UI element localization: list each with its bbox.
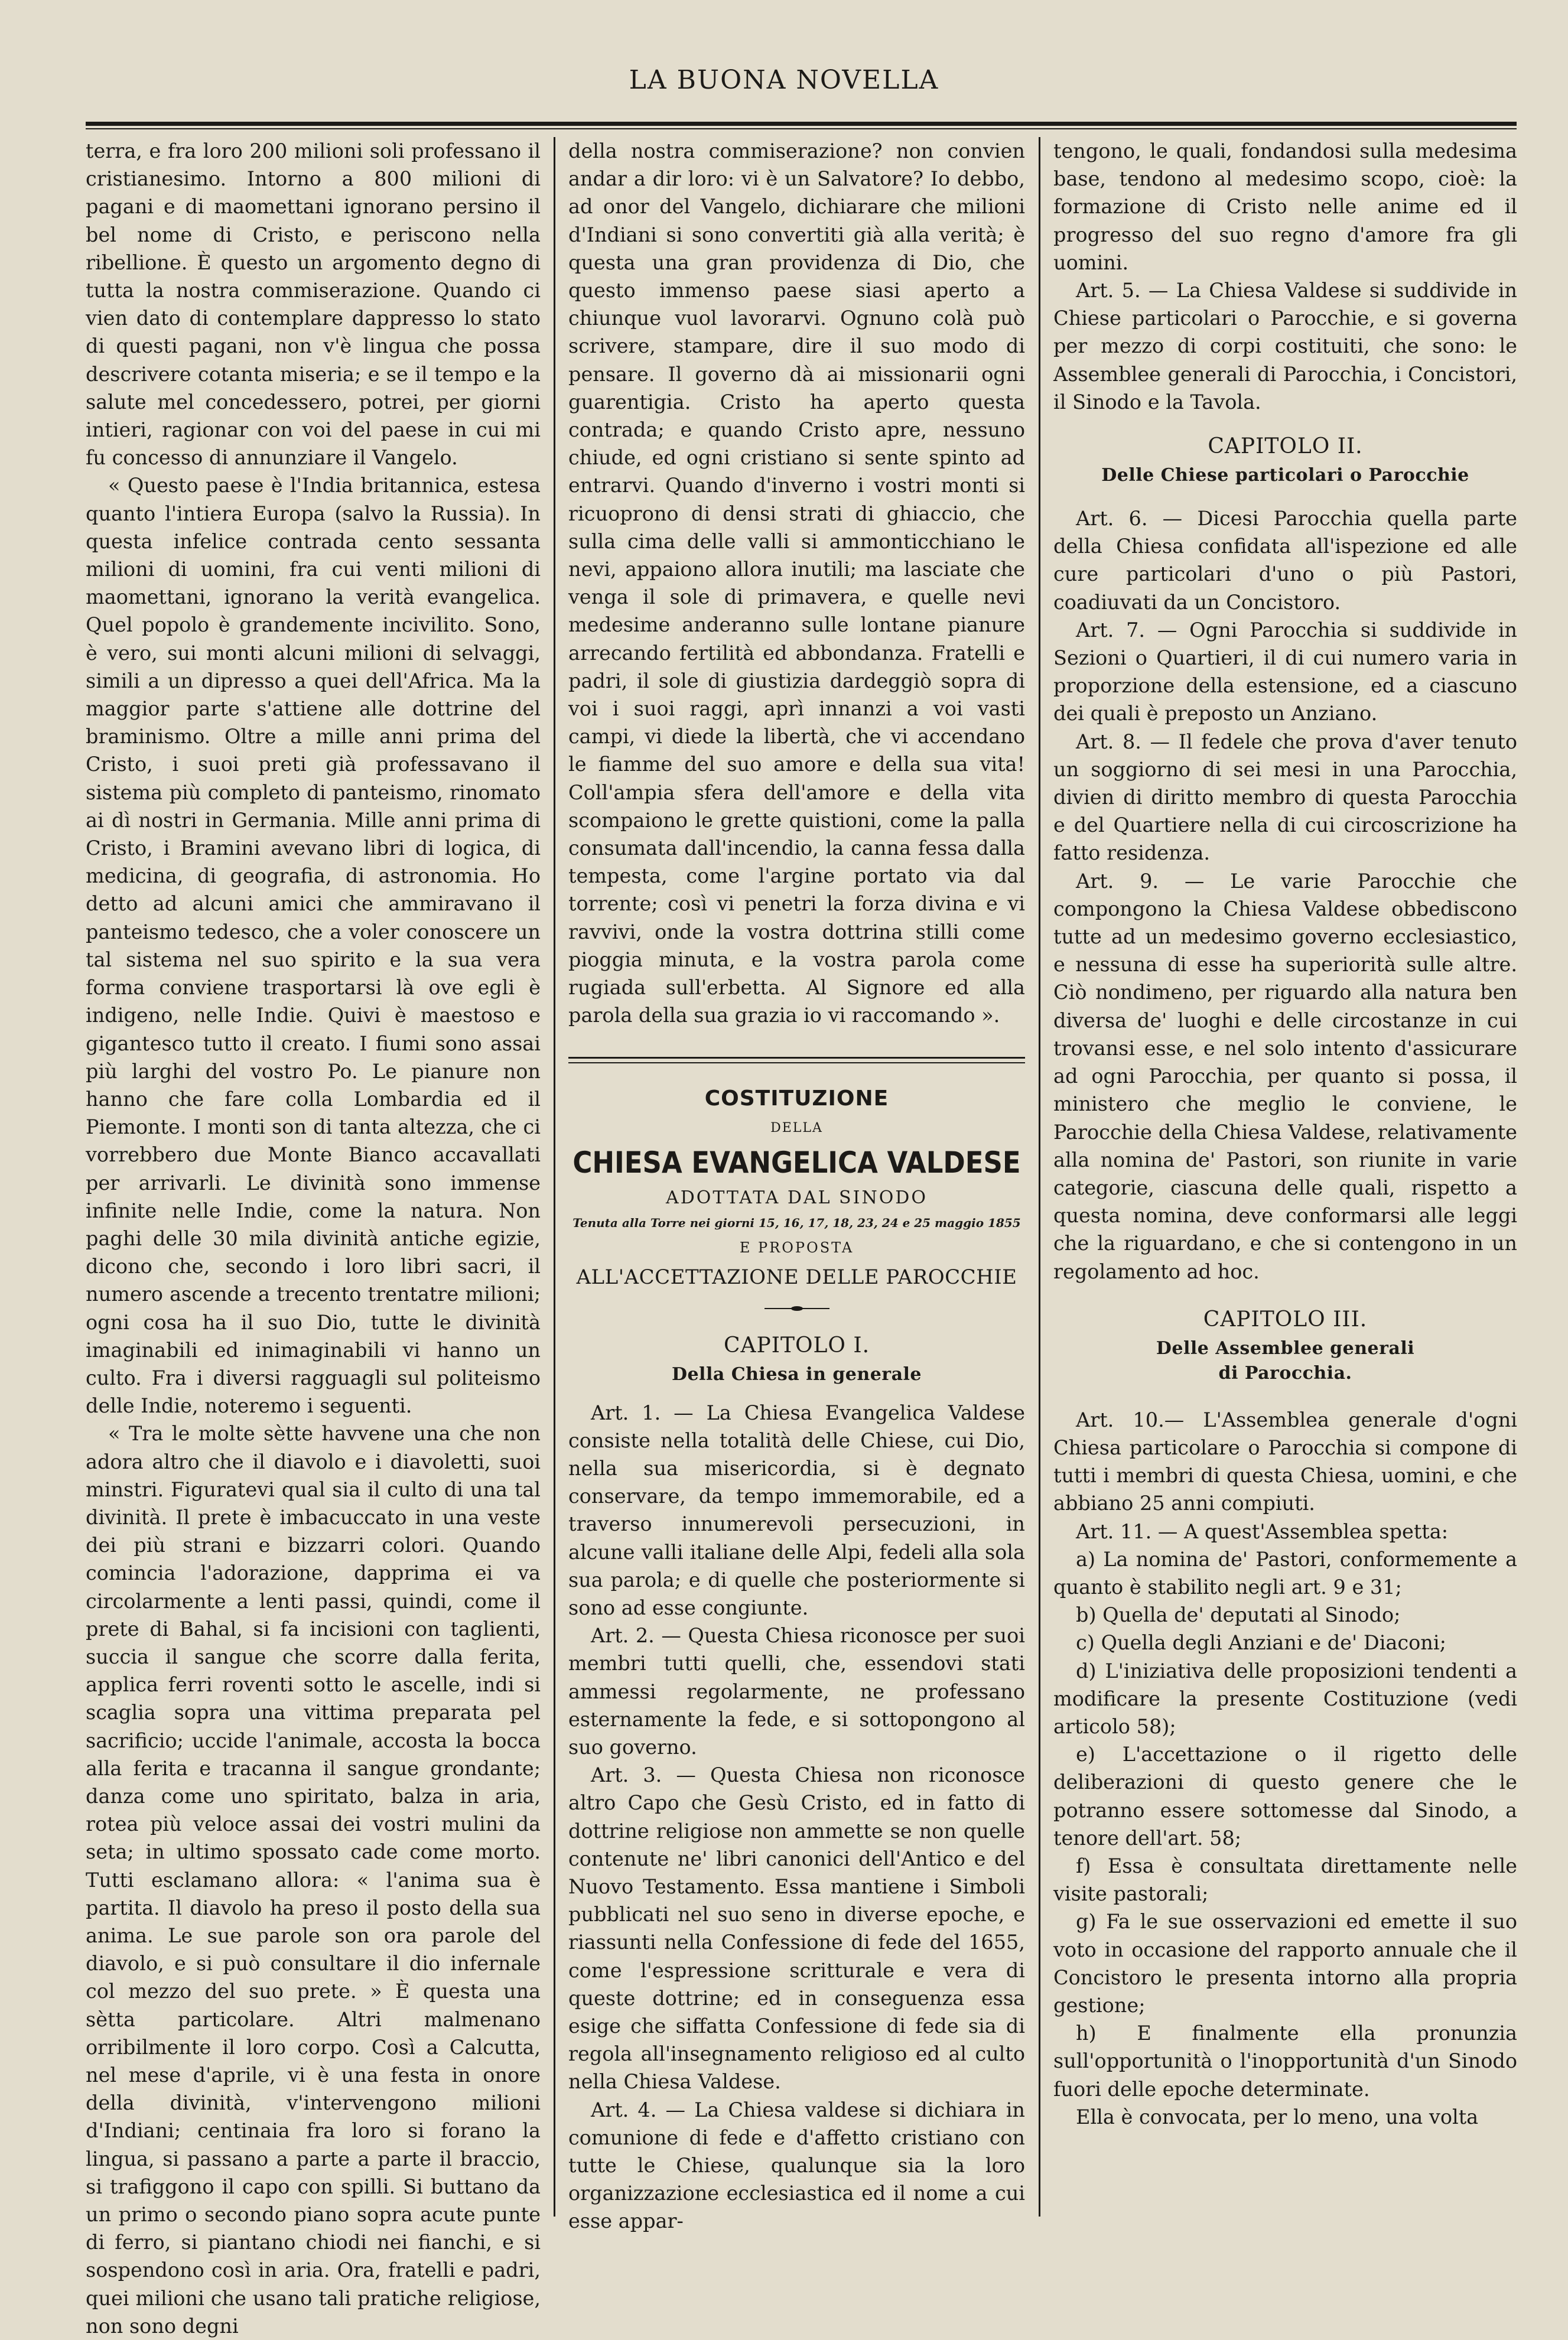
article-text: — La Chiesa valdese si dichiara in comunione di fede e d'affetto cristiano con tutte le Chiese, qualunque sia la loro organizzazione ecclesiastica ed il nome a cui esse appar- — [568, 2098, 1025, 2233]
article-text: — La Chiesa Valdese si suddivide in Chiese particolari o Parocchie, e si governa per mezzo di corpi costituiti, che sono: le Assemblee generali di Parocchia, i Concistori, il Sinodo e la Tavola. — [1053, 279, 1517, 414]
article-number: Art. 6. — [1076, 507, 1148, 531]
column-divider-2 — [1039, 137, 1040, 2217]
article-number: Art. 8. — [1076, 730, 1141, 753]
constitution-heading — [568, 1053, 1025, 1387]
acceptance-line: ALL'ACCETTAZIONE DELLE PAROCCHIE — [576, 1265, 1017, 1289]
article — [568, 1399, 1025, 1622]
list-item: b) Quella de' deputati al Sinodo; — [1076, 1603, 1401, 1627]
list-item: f) Essa è consultata direttamente nelle visite pastorali; — [1053, 1854, 1517, 1906]
constitution-della: DELLA — [770, 1120, 823, 1135]
article-text: — A quest'Assemblea spetta: — [1151, 1519, 1449, 1543]
adopted-by: ADOTTATA DAL SINODO — [666, 1187, 928, 1208]
article — [1053, 867, 1517, 1285]
article-number: Art. 11. — [1076, 1519, 1152, 1543]
article-number: Art. 9. — [1076, 869, 1159, 893]
list-item: d) L'iniziativa delle proposizioni tendenti a modificare la presente Costituzione (vedi articolo 58); — [1053, 1659, 1517, 1738]
list-item: a) La nomina de' Pastori, conformemente a quanto è stabilito negli art. 9 e 31; — [1053, 1547, 1517, 1599]
chapter-3-subtitle-2: di Parocchia. — [1218, 1362, 1352, 1384]
article-text: — Questa Chiesa non riconosce altro Capo che Gesù Cristo, ed in fatto di dottrine religiose non ammette se non quelle contenute ne' libri canonici dell'Antico e del Nuovo Testamento. Essa mantiene i Simboli pubblicati nel suo seno in diverse epoche, e riassunti nella Confessione di fede del 1655, come l'espressione scritturale e vera di queste dottrine; ed in conseguenza essa esige che siffatta Confessione di fede sia di regola all'insegnamento religioso ed al culto nella Chiesa Valdese. — [568, 1763, 1025, 2094]
article-number: Art. 2. — [591, 1624, 655, 1648]
paragraph: terra, e fra loro 200 milioni soli professano il cristianesimo. Intorno a 800 milioni di pagani e di maomettani ignorano persino il bel nome di Cristo, e periscono nella ribellione. È questo un argomento degno di tutta la nostra commiserazione. Quando ci vien dato di contemplare dappresso lo stato di questi pagani, non v'è lingua che possa descrivere cotanta miseria; e se il tempo e la salute mel concedessero, potrei, per giorni intieri, ragionar con voi del paese in cui mi fu concesso di annunziare il Vangelo. — [86, 139, 541, 470]
chapter-1-subtitle: Della Chiesa in generale — [671, 1363, 922, 1385]
masthead-rule-thick — [86, 122, 1517, 126]
section-rule — [568, 1057, 1025, 1059]
paragraph: della nostra commiserazione? non convien andar a dir loro: vi è un Salvatore? Io debbo, ad onor del Vangelo, dichiarare che milioni d'Indiani si sono convertiti già alla verità; è questa una gran providenza di Dio, che questo immenso paese siasi aperto a chiunque vuol lavorarvi. Ognuno colà può scrivere, stampare, dire il suo modo di pensare. Il governo dà ai missionarii ogni guarentigia. Cristo ha aperto questa contrada; e quando Cristo apre, nessuno chiude, ed ogni cristiano si sente spinto ad entrarvi. Quando d'inverno i vostri monti si ricuoprono di densi strati di ghiaccio, che sulla cima delle valli si ammonticchiano le nevi, appaiono allora inutili; ma lasciate che venga il sole di primavera, e quelle nevi medesime anderanno sulle lontane pianure arrecando fertilità ed abbondanza. Fratelli e padri, il sole di giustizia dardeggiò sopra di voi i suoi raggi, aprì innanzi a voi vasti campi, vi diede la libertà, che vi accendano le fiamme del suo amore e della sua vita! Coll'ampia sfera dell'amore e della vita scompaiono le grette quistioni, come la palla consumata dall'incendio, la canna fessa dalla tempesta, come l'argine portato via dal torrente; così vi penetri la forza divina e vi ravvivi, onde la vostra dottrina stilli come pioggia minuta, e la vostra parola come rugiada sull'erbetta. Al Signore ed alla parola della sua grazia io vi raccomando ». — [568, 139, 1025, 1027]
chapter-1-title: CAPITOLO I. — [723, 1333, 870, 1358]
article-text: — L'Assemblea generale d'ogni Chiesa particolare o Parocchia si compone di tutti i membri di questa Chiesa, uomini, e che abbiano 25 anni compiuti. — [1053, 1408, 1517, 1515]
article-text: — Il fedele che prova d'aver tenuto un soggiorno di sei mesi in una Parocchia, divien di diritto membro di questa Parocchia e del Quartiere nella di cui circoscrizione ha fatto residenza. — [1053, 730, 1517, 865]
e-proposta: E PROPOSTA — [739, 1239, 854, 1256]
article — [1053, 616, 1517, 728]
chapter-2-title: CAPITOLO II. — [1208, 434, 1363, 459]
article — [1053, 276, 1517, 416]
article-text: — Dicesi Parocchia quella parte della Chiesa confidata all'ispezione ed alle cure particolari d'uno o più Pastori, coadiuvati da un Concistoro. — [1053, 507, 1517, 614]
list-item: h) E finalmente ella pronunzia sull'opportunità o l'inopportunità d'un Sinodo fuori delle epoche determinate. — [1053, 2022, 1517, 2101]
list-item: g) Fa le sue osservazioni ed emette il suo voto in occasione del rapporto annuale che il Concistoro le presenta intorno alla propria gestione; — [1053, 1910, 1517, 2017]
article — [568, 1761, 1025, 2095]
constitution-title: COSTITUZIONE — [704, 1086, 889, 1111]
masthead-rule-thin — [86, 128, 1517, 129]
article — [1053, 728, 1517, 867]
column-2 — [568, 137, 1025, 2233]
article-text: tengono, le quali, fondandosi sulla medesima base, tendono al medesimo scopo, cioè: la formazione di Cristo nelle anime ed il progresso del suo regno d'amore fra gli uomini. — [1053, 139, 1517, 274]
list-item: e) L'accettazione o il rigetto delle deliberazioni di questo genere che le potranno essere sottomesse dal Sinodo, a tenore dell'art. 58; — [1053, 1743, 1517, 1850]
list-item: c) Quella degli Anziani e de' Diaconi; — [1076, 1631, 1446, 1655]
article-number: Art. 4. — [591, 2098, 657, 2121]
article — [1053, 505, 1517, 616]
column-3 — [1053, 137, 1517, 2202]
article-number: Art. 3. — [591, 1763, 662, 1787]
synod-dates: Tenuta alla Torre nei giorni 15, 16, 17, 18, 23, 24 e 25 maggio 1855 — [572, 1215, 1021, 1230]
article-text: — Ogni Parocchia si suddivide in Sezioni o Quartieri, il di cui numero varia in proporzione della estensione, ed a ciascuno dei quali è preposto un Anziano. — [1053, 618, 1517, 725]
article-number: Art. 5. — [1076, 279, 1141, 302]
paragraph: « Questo paese è l'India britannica, estesa quanto l'intiera Europa (salvo la Russia). In questa infelice contrada cento sessanta milioni di uomini, fra cui venti milioni di maomettani, ignorano la verità evangelica. Quel popolo è grandemente incivilito. Sono, è vero, sui monti alcuni milioni di selvaggi, simili a un dipresso a quei dell'Africa. Ma la maggior parte s'attiene alle dottrine del braminismo. Oltre a mille anni prima del Cristo, i suoi preti già professavano il sistema più completo di panteismo, rinomato ai dì nostri in Germania. Mille anni prima di Cristo, i Bramini avevano libri di logica, di medicina, di geografia, di astronomia. Ho detto ad alcuni amici che ammiravano il panteismo tedesco, che a voler conoscere un tal sistema nel suo spirito e la sua vera forma conviene trasportarsi là ove egli è indigeno, nelle Indie. Quivi è maestoso e gigantesco tutto il creato. I fiumi sono assai più larghi del vostro Po. Le pianure non hanno che fare colla Lombardia ed il Piemonte. I monti son di tanta altezza, che ci vorrebbero due Monte Bianco accavallati per arrivarli. Le divinità sono immense infinite nelle Indie, come la natura. Non paghi delle 30 mila divinità antiche egizie, dicono che, secondo i loro libri sacri, il numero ascende a trecento trentatre milioni; ogni cosa ha il suo Dio, tutte le divinità imaginabili ed inimaginabili vi hanno un culto. Fra i diversi ragguagli sul politeismo delle Indie, noteremo i seguenti. — [86, 474, 541, 1418]
article-text: — La Chiesa Evangelica Valdese consiste nella totalità delle Chiese, cui Dio, nella sua misericordia, si è degnato conservare, da tempo immemorabile, ed a traverso innumerevoli persecuzioni, in alcune valli italiane delle Alpi, fedeli alla sola sua parola; e di quelle che posteriormente si sono ad esse congiunte. — [568, 1401, 1025, 1619]
masthead-title: LA BUONA NOVELLA — [629, 65, 939, 95]
ornament-dash — [765, 1306, 829, 1311]
chapter-3-title: CAPITOLO III. — [1203, 1307, 1368, 1332]
article — [1053, 137, 1517, 276]
section-rule — [568, 1062, 1025, 1063]
article — [568, 2096, 1025, 2235]
paragraph: Ella è convocata, per lo meno, una volta — [1076, 2105, 1479, 2129]
article-text: — Questa Chiesa riconosce per suoi membri tutti quelli, che, essendovi stati ammessi regolarmente, ne professano esternamente la fede, e si sottopongono al suo governo. — [568, 1624, 1025, 1759]
article — [1053, 1518, 1517, 1545]
article-number: Art. 1. — [591, 1401, 661, 1424]
chapter-2-subtitle: Delle Chiese particolari o Parocchie — [1101, 465, 1469, 486]
article-text: — Le varie Parocchie che compongono la Chiesa Valdese obbediscono tutte ad un medesimo governo ecclesiastico, e nessuna di esse ha superiorità sulle altre. Ciò nondimeno, per riguardo alla natura ben diversa de' luoghi e delle circostanze in cui trovansi esse, e nel solo intento d'assicurare ad ogni Parocchia, per quanto si possa, il ministero che meglio le conviene, le Parocchie della Chiesa Valdese, relativamente alla nomina de' Pastori, son riunite in varie categorie, ciascuna delle quali, rispetto a questa nomina, deve conformarsi alle leggi che la riguardano, e che si contengono in un regolamento ad hoc. — [1053, 869, 1517, 1283]
article — [1053, 1406, 1517, 1518]
article — [568, 1622, 1025, 1761]
article-number: Art. 10. — [1076, 1408, 1164, 1431]
church-name: CHIESA EVANGELICA VALDESE — [572, 1145, 1021, 1180]
column-divider-1 — [554, 137, 555, 2217]
article-number: Art. 7. — [1076, 618, 1146, 642]
column-1 — [86, 137, 541, 2338]
paragraph: « Tra le molte sètte havvene una che non adora altro che il diavolo e i diavoletti, suoi minstri. Figuratevi qual sia il culto di una tal divinità. Il prete è imbacuccato in una veste dei più strani e bizzarri colori. Quando comincia l'adorazione, dapprima ei va circolarmente a lenti passi, quindi, come il prete di Bahal, si fa incisioni con taglienti, succia il sangue che scorre dalla ferita, applica ferri roventi sotto le ascelle, indi si scaglia sopra una vittima preparata pel sacrificio; uccide l'animale, accosta la bocca alla ferita e tracanna il sangue grondante; danza come uno spiritato, balza in aria, rotea più veloce assai dei vostri mulini da seta; in ultimo spossato cade come morto. Tutti esclamano allora: « l'anima sua è partita. Il diavolo ha preso il posto della sua anima. Le sue parole son ora parole del diavolo, e si può consultare il dio infernale col mezzo del suo prete. » È questa una sètta particolare. Altri malmenano orribilmente il loro corpo. Così a Calcutta, nel mese d'aprile, vi è una festa in onore della divinità, v'intervengono milioni d'Indiani; centinaia fra loro si forano la lingua, si passano a parte a parte il braccio, si trafiggono il capo con spilli. Si buttano da un primo o secondo piano sopra acute punte di ferro, si piantano chiodi nei fianchi, e si sospendono così in aria. Ora, fratelli e padri, quei milioni che usano tali pratiche religiose, non sono degni — [86, 1422, 541, 2338]
chapter-3-subtitle: Delle Assemblee generali — [1156, 1337, 1415, 1359]
